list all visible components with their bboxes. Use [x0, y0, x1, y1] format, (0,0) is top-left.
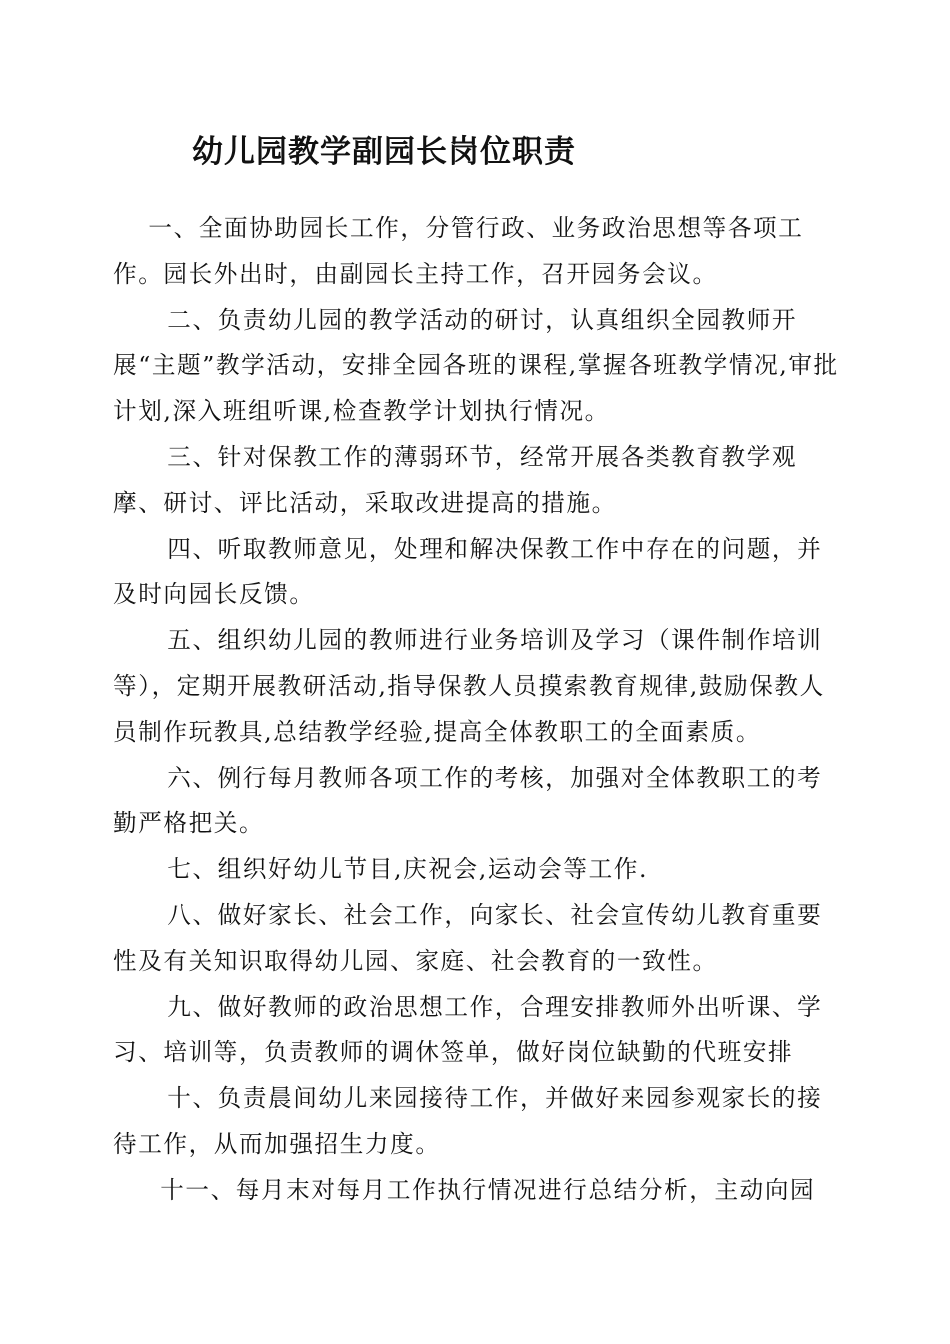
paragraph-9: 九、做好教师的政治思想工作，合理安排教师外出听课、学习、培训等，负责教师的调休签单，做好岗位缺勤的代班安排 — [113, 992, 823, 1067]
paragraph-8: 八、做好家长、社会工作，向家长、社会宣传幼儿教育重要性及有关知识取得幼儿园、家庭、社会教育的一致性。 — [113, 900, 823, 975]
paragraph-7: 七、组织好幼儿节目,庆祝会,运动会等工作. — [167, 855, 649, 884]
paragraph-10: 十、负责晨间幼儿来园接待工作，并做好来园参观家长的接待工作，从而加强招生力度。 — [113, 1084, 823, 1158]
paragraph-5: 五、组织幼儿园的教师进行业务培训及学习（课件制作培训等），定期开展教研活动,指导保教人员摸索教育规律,鼓励保教人员制作玩教具,总结教学经验,提高全体教职工的全面素质。 — [113, 626, 825, 746]
document-body — [113, 206, 841, 1214]
paragraph-1: 一、全面协助园长工作，分管行政、业务政治思想等各项工作。园长外出时，由副园长主持工作，召开园务会议。 — [113, 214, 804, 288]
document-title: 幼儿园教学副园长岗位职责 — [192, 134, 576, 170]
paragraph-11: 十一、每月末对每月工作执行情况进行总结分析，主动向园 — [160, 1175, 816, 1204]
paragraph-2: 二、负责幼儿园的教学活动的研讨，认真组织全园教师开展“主题”教学活动，安排全园各班的课程,掌握各班教学情况,审批计划,深入班组听课,检查教学计划执行情况。 — [113, 305, 839, 426]
paragraph-4: 四、听取教师意见，处理和解决保教工作中存在的问题，并及时向园长反馈。 — [113, 534, 823, 609]
paragraph-3: 三、针对保教工作的薄弱环节，经常开展各类教育教学观摩、研讨、评比活动，采取改进提高的措施。 — [113, 442, 798, 517]
paragraph-6: 六、例行每月教师各项工作的考核，加强对全体教职工的考勤严格把关。 — [113, 763, 823, 838]
